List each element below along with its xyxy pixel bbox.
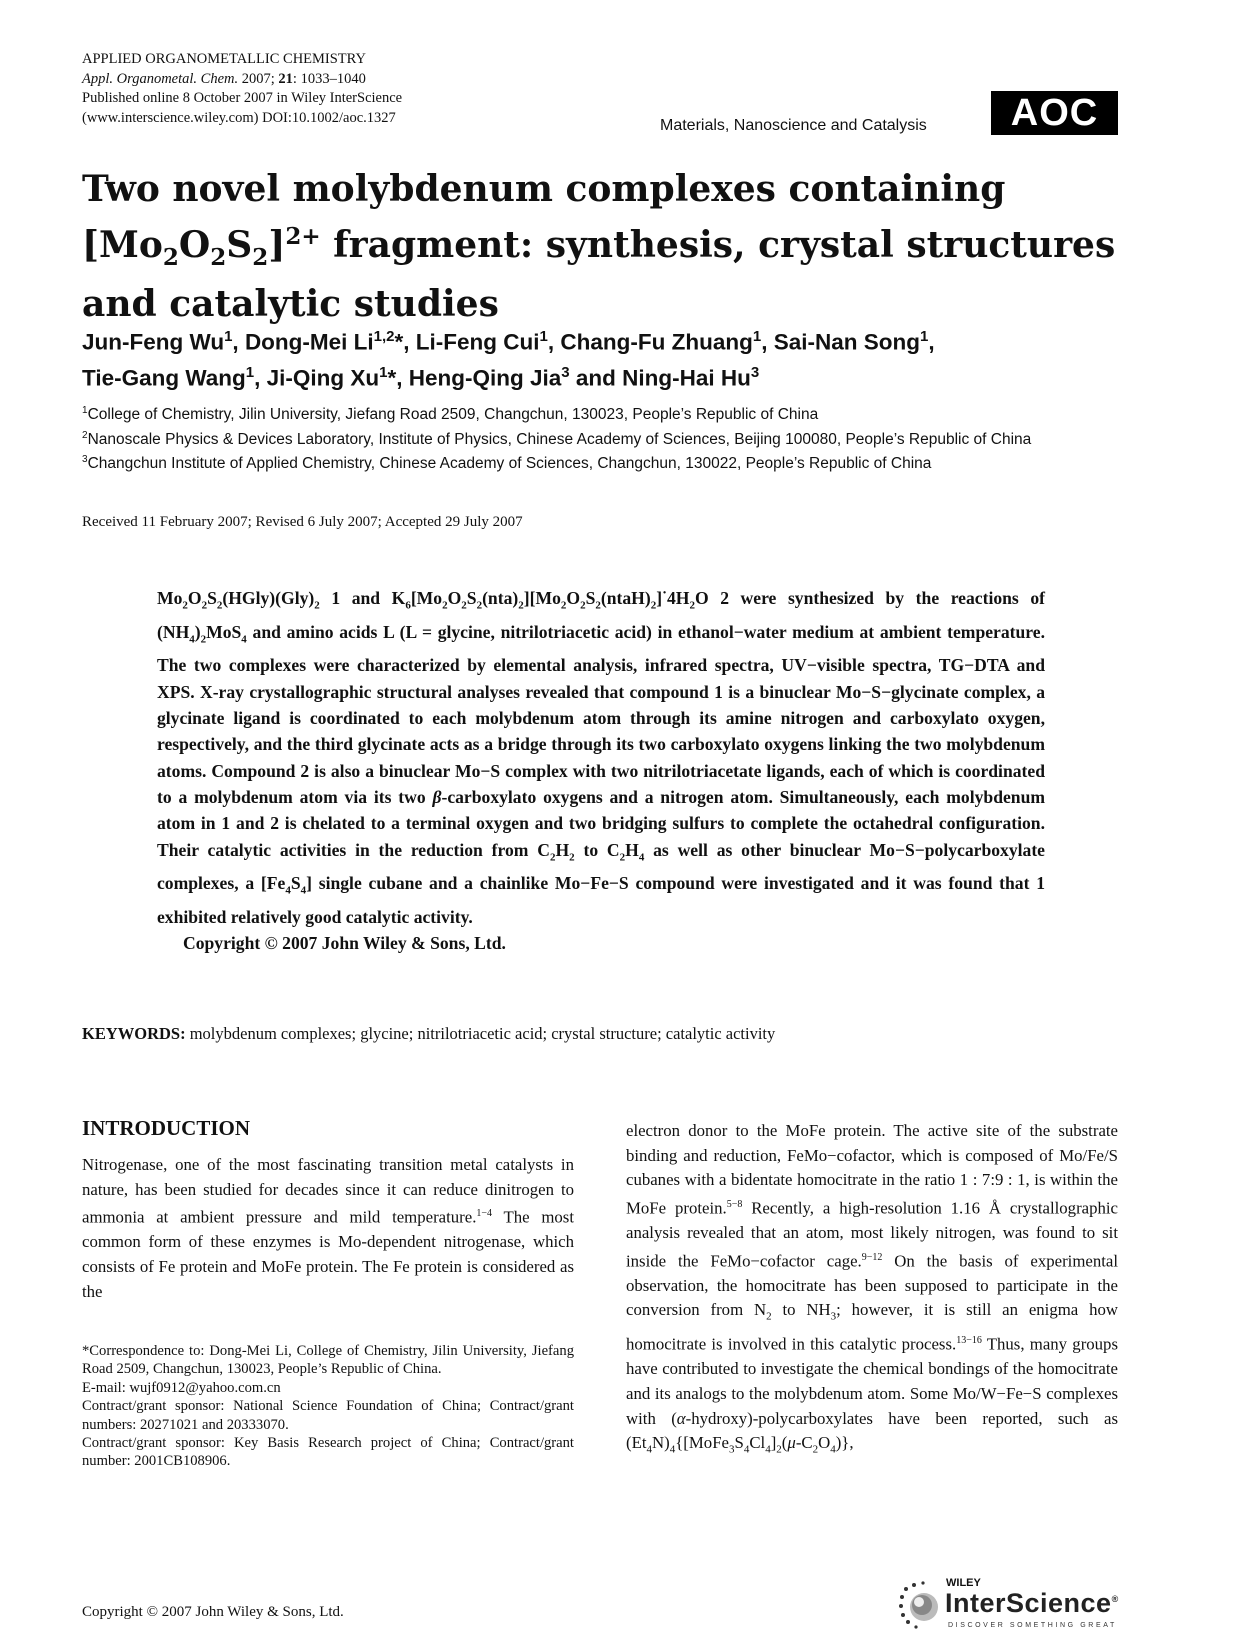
aoc-badge: AOC <box>991 91 1118 135</box>
journal-name: APPLIED ORGANOMETALLIC CHEMISTRY <box>82 51 367 67</box>
author: Ji-Qing Xu <box>266 365 380 390</box>
author: Dong-Mei Li <box>244 329 374 355</box>
received-dates: Received 11 February 2007; Revised 6 July 2007; Accepted 29 July 2007 <box>82 514 523 530</box>
doi-line[interactable]: (www.interscience.wiley.com) DOI:10.1002/aoc.1327 <box>82 109 396 126</box>
citation-line: Appl. Organometal. Chem. 2007; 21: 1033–1040 <box>82 70 366 87</box>
interscience-swirl-icon <box>898 1581 946 1631</box>
section-label: Materials, Nanoscience and Catalysis <box>660 117 927 134</box>
author: Chang-Fu Zhuang <box>560 329 753 355</box>
author: Heng-Qing Jia <box>408 365 562 390</box>
author: Ning-Hai Hu <box>622 365 751 390</box>
abstract: $Mo_2O_2S_2(HGly)(Gly)_2$ 1 and $K_6[Mo_2O_2S_2(nta)_2][Mo_2O_2S_2(ntaH)_2]^\cdot 4H_2O$ 2 were synthesized by the reactions of $(NH_4)_2MoS_4$ and amino acids L (L = glycine, nitrilotriacetic acid) in ethanol−water medium at ambient temperature. The two complexes were characterized by elemental analysis, infrared spectra, UV−visible spectra, TG−DTA and XPS. X-ray crystallographic structural analyses revealed that compound 1 is a binuclear Mo−S−glycinate complex, a glycinate ligand is coordinated to each molybdenum atom through its amine nitrogen and carboxylato oxygen, respectively, and the third glycinate acts as a bridge through its two carboxylato oxygens linking the two molybdenum atoms. Compound 2 is also a binuclear Mo−S complex with two nitrilotriacetate ligands, each of which is coordinated to a molybdenum atom via its two β-carboxylato oxygens and a nitrogen atom. Simultaneously, each molybdenum atom in 1 and 2 is chelated to a terminal oxygen and two bridging sulfurs to complete the octahedral configuration. Their catalytic activities in the reduction from $C_2H_2$ to $C_2H_4$ as well as other binuclear Mo−S−polycarboxylate complexes, a $[Fe_4S_4]$ single cubane and a chainlike Mo−Fe−S compound were investigated and it was found that 1 exhibited relatively good catalytic activity. Copyright © 2007 John Wiley & Sons, Ltd. <box>157 580 1045 957</box>
author-list <box>82 322 1162 393</box>
author: Tie-Gang Wang <box>82 365 246 390</box>
logo-tagline: DISCOVER SOMETHING GREAT <box>948 1622 1117 1629</box>
article-title: Two novel molybdenum complexes containing $[Mo_2O_2S_2]^{2+}$ fragment: synthesis, crystal structures and catalytic studies <box>82 168 1116 326</box>
journal-header <box>82 50 402 128</box>
author: Li-Feng Cui <box>415 329 540 355</box>
logo-interscience-text: InterScience® <box>945 1588 1119 1618</box>
logo-wiley-text: WILEY <box>946 1577 981 1589</box>
author: Jun-Feng Wu <box>82 329 225 355</box>
published-line: Published online 8 October 2007 in Wiley InterScience <box>82 90 403 106</box>
affiliation: $^1$College of Chemistry, Jilin University, Jiefang Road 2509, Changchun, 130023, People’s Republic of China <box>82 405 819 424</box>
author: Sai-Nan Song <box>773 329 920 355</box>
author-line-2: Tie-Gang Wang$^1$, Ji-Qing Xu$^1$*, Heng-Qing Jia$^3$ and Ning-Hai Hu$^3$ <box>82 363 760 390</box>
footer-copyright: Copyright © 2007 John Wiley & Sons, Ltd. <box>82 1604 344 1620</box>
keywords: KEYWORDS: molybdenum complexes; glycine; nitrilotriacetic acid; crystal structure; catalytic activity <box>82 1024 776 1043</box>
right-column: electron donor to the MoFe protein. The active site of the substrate binding and reduction, FeMo−cofactor, which is composed of Mo/Fe/S cubanes with a bidentate homocitrate in the ratio 1 : 7:9 : 1, is within the MoFe protein.$^{5-8}$ Recently, a high-resolution 1.16 Å crystallographic analysis revealed that an atom, most likely nitrogen, was found to sit inside the FeMo−cofactor cage.$^{9-12}$ On the basis of experimental observation, the homocitrate has been supposed to participate in the conversion from $N_2$ to $NH_3$; however, it is still an enigma how homocitrate is involved in this catalytic process.$^{13-16}$ Thus, many groups have contributed to investigate the chemical bondings of the homocitrate and its analogs to the molybdenum atom. Some Mo/W−Fe−S complexes with (α-hydroxy)-polycarboxylates have been reported, such as $(Et_4N)_4\{[MoFe_3S_4Cl_4]_2(\mu-C_2O_4)\}$, <box>626 1121 1118 1456</box>
affiliation: $^2$Nanoscale Physics & Devices Laboratory, Institute of Physics, Chinese Academy of Sciences, Beijing 100080, People’s Republic of China <box>82 429 1032 448</box>
correspondence-footnote: *Correspondence to: Dong-Mei Li, College of Chemistry, Jilin University, Jiefang Road 2509, Changchun, 130023, People’s Republic of China. E-mail: wujf0912@yahoo.com.cn Contract/grant sponsor: National Science Foundation of China; Contract/grant numbers: 20271021 and 20333070. Contract/grant sponsor: Key Basis Research project of China; Contract/grant number: 2001CB108906. <box>82 1343 574 1470</box>
abstract-copyright: Copyright © 2007 John Wiley & Sons, Ltd. <box>183 933 506 954</box>
affiliations <box>82 401 1162 475</box>
email-link[interactable]: E-mail: wujf0912@yahoo.com.cn <box>82 1379 281 1396</box>
section-heading: INTRODUCTION <box>82 1116 251 1140</box>
intro-paragraph: Nitrogenase, one of the most fascinating transition metal catalysts in nature, has been studied for decades since it can reduce dinitrogen to ammonia at ambient pressure and mild temperature.$^{1-4}$ The most common form of these enzymes is Mo-dependent nitrogenase, which consists of Fe protein and MoFe protein. The Fe protein is considered as the <box>82 1155 574 1301</box>
affiliation: $^3$Changchun Institute of Applied Chemistry, Chinese Academy of Sciences, Changchun, 130022, People’s Republic of China <box>82 454 932 473</box>
author-line-1: Jun-Feng Wu$^1$, Dong-Mei Li$^{1,2}$*, Li-Feng Cui$^1$, Chang-Fu Zhuang$^1$, Sai-Nan Song$^1$, <box>82 328 935 355</box>
interscience-logo <box>898 1577 1120 1635</box>
left-column <box>82 1116 574 1304</box>
